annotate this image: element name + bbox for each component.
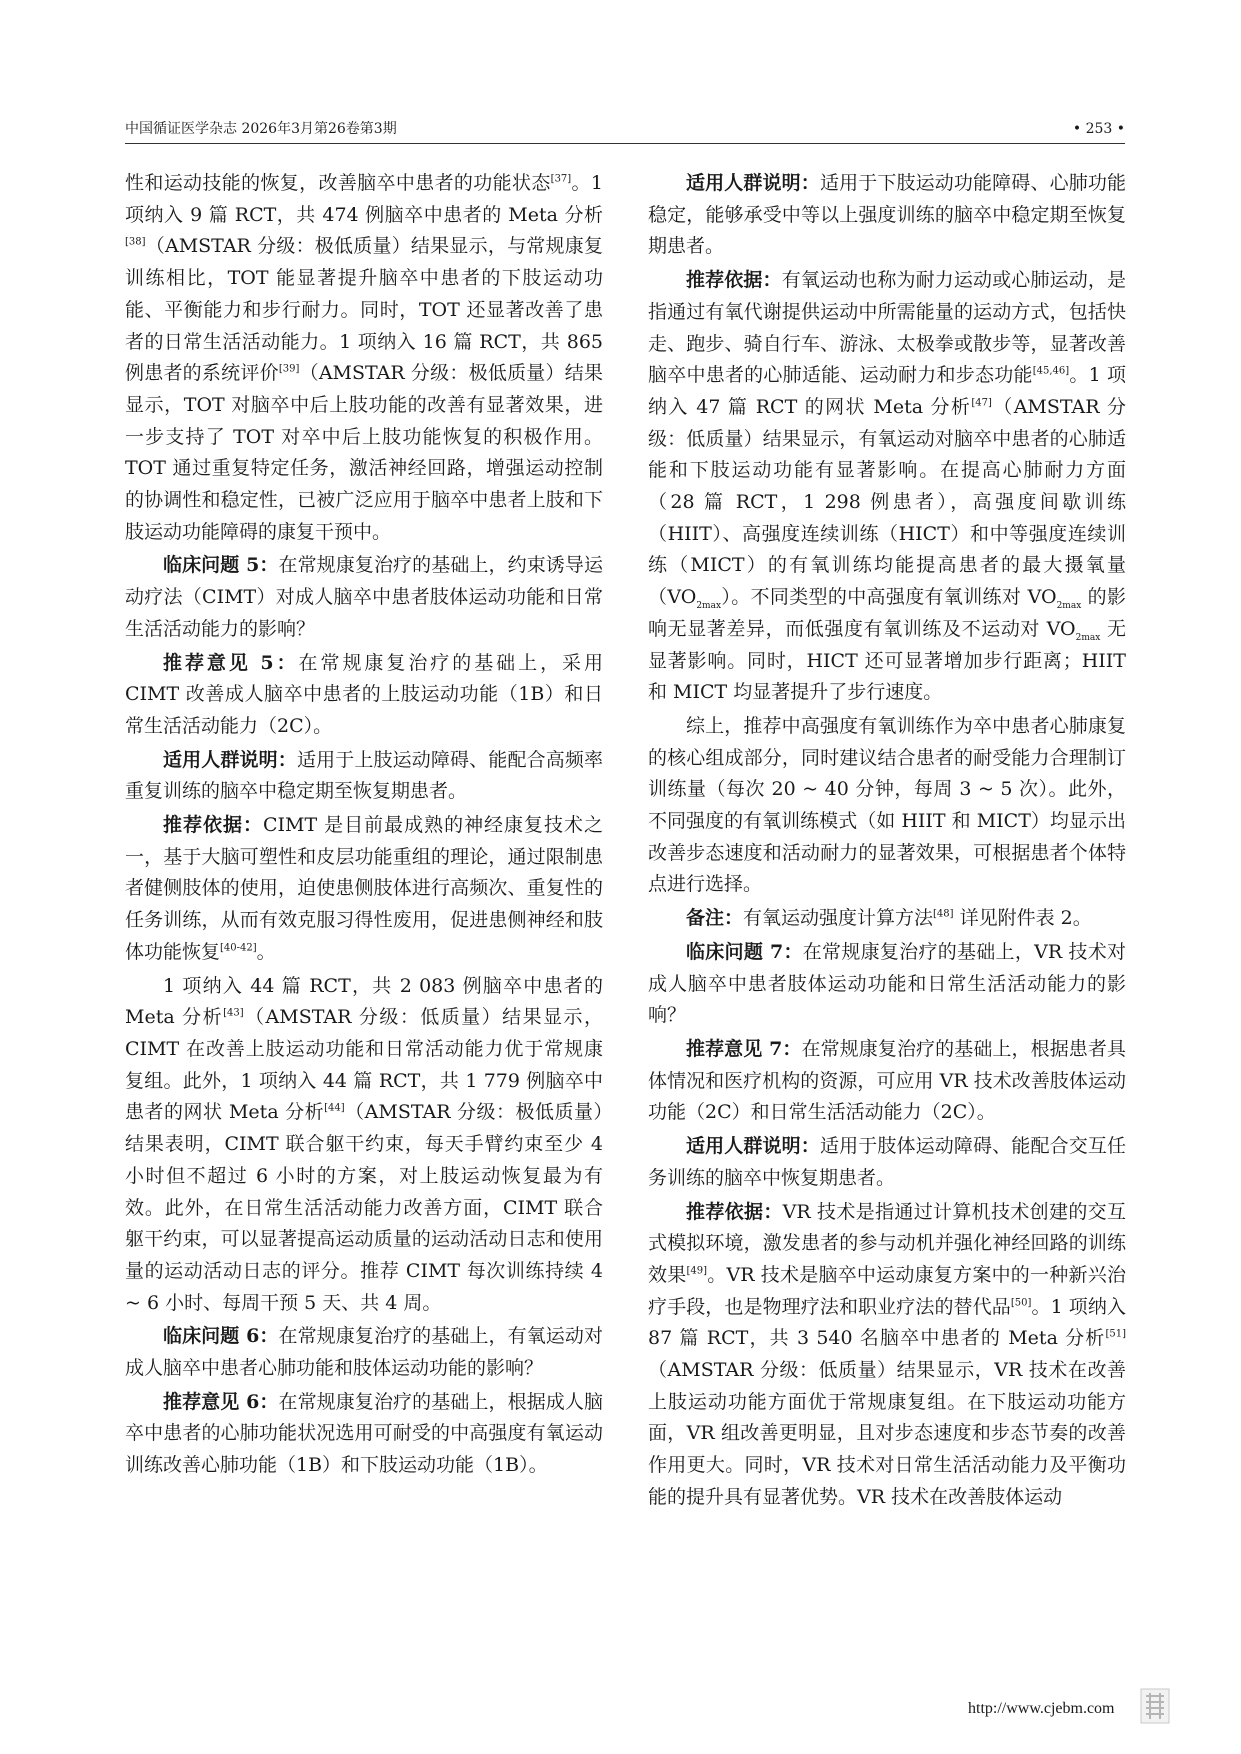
label: 推荐依据： <box>163 814 263 837</box>
recommendation-5 <box>125 648 603 743</box>
citation: [51] <box>1105 1328 1126 1340</box>
subscript: 2max <box>1056 600 1082 611</box>
text: 有氧运动强度计算方法 <box>743 907 934 930</box>
label: 临床问题 7： <box>686 940 803 963</box>
citation: [38] <box>125 237 146 249</box>
text: VR 技术是指通过计算机技术创建的交互式模拟环境，激发患者的参与动机并强化神经回路的训练效果 <box>648 1200 1126 1286</box>
text: 性和运动技能的恢复，改善脑卒中患者的功能状态 <box>125 172 551 194</box>
journal-info: 中国循证医学杂志 2026年3月第26卷第3期 <box>125 121 397 137</box>
paragraph <box>125 168 603 548</box>
text: 在常规康复治疗的基础上，采用 CIMT 改善成人脑卒中患者的上肢运动功能（1B）和日常生活活动能力（2C）。 <box>125 651 603 737</box>
text: 1 项纳入 44 篇 RCT，共 2 083 例脑卒中患者的 Meta 分析 <box>125 974 603 1029</box>
text: 在常规康复治疗的基础上，根据患者具体情况和医疗机构的资源，可应用 VR 技术改善肢体运动功能（2C）和日常生活活动能力（2C）。 <box>648 1037 1126 1124</box>
text: 在常规康复治疗的基础上，VR 技术对成人脑卒中患者肢体运动功能和日常生活活动能力的影响？ <box>648 940 1126 1027</box>
text: 。1 项纳入 47 篇 RCT 的网状 Meta 分析 <box>648 364 1126 418</box>
citation: [47] <box>971 397 992 409</box>
note <box>648 903 1126 935</box>
text: 。VR 技术是脑卒中运动康复方案中的一种新兴治疗手段，也是物理疗法和职业疗法的替代品 <box>648 1263 1126 1318</box>
subscript: 2max <box>1075 632 1101 643</box>
evidence-6 <box>648 265 1126 709</box>
subscript: 2max <box>696 600 722 611</box>
citation: [48] <box>933 908 954 920</box>
evidence-7 <box>648 1197 1126 1514</box>
recommendation-7 <box>648 1034 1126 1129</box>
text: ）。不同类型的中高强度有氧训练对 VO <box>721 586 1057 609</box>
clinical-question-6 <box>125 1321 603 1384</box>
applicable-population-5 <box>125 745 603 808</box>
text: 在常规康复治疗的基础上，根据成人脑卒中患者的心肺功能状况选用可耐受的中高强度有氧运动训练改善心肺功能（1B）和下肢运动功能（1B）。 <box>125 1390 603 1477</box>
label: 推荐意见 6： <box>163 1390 279 1413</box>
evidence-5 <box>125 810 603 969</box>
text: 在常规康复治疗的基础上，约束诱导运动疗法（CIMT）对成人脑卒中患者肢体运动功能和日常生活活动能力的影响？ <box>125 554 603 640</box>
label: 推荐依据： <box>686 269 782 292</box>
clinical-question-7 <box>648 937 1126 1032</box>
applicable-population-7 <box>648 1131 1126 1194</box>
text: 详见附件表 2。 <box>953 907 1092 930</box>
journal-url[interactable]: http://www.cjebm.com <box>968 1700 1115 1717</box>
text: 适用于上肢运动障碍、能配合高频率重复训练的脑卒中稳定期至恢复期患者。 <box>125 748 603 803</box>
text: 适用于肢体运动障碍、能配合交互任务训练的脑卒中恢复期患者。 <box>648 1135 1126 1189</box>
label: 临床问题 6： <box>163 1325 279 1348</box>
applicable-population-6 <box>648 168 1126 263</box>
citation: [45,46] <box>1032 365 1070 377</box>
citation: [43] <box>223 1007 244 1019</box>
citation: [40-42] <box>220 942 257 954</box>
paragraph <box>125 971 603 1320</box>
running-header <box>125 118 1125 140</box>
text: 在常规康复治疗的基础上，有氧运动对成人脑卒中患者心肺功能和肢体运动功能的影响？ <box>125 1325 603 1380</box>
clinical-question-5 <box>125 550 603 645</box>
citation: [37] <box>550 173 572 185</box>
text: 无显著影响。同时，HICT 还可显著增加步行距离；HIIT 和 MICT 均显著提升了步行速度。 <box>648 617 1126 704</box>
text: 的影响无显著差异，而低强度有氧训练及不运动对 VO <box>648 586 1126 640</box>
label: 适用人群说明： <box>686 172 820 194</box>
text: 有氧运动也称为耐力运动或心肺运动，是指通过有氧代谢提供运动中所需能量的运动方式，包括快走、跑步、骑自行车、游泳、太极拳或散步等，显著改善脑卒中患者的心肺适能、运动耐力和步态功能 <box>648 269 1126 387</box>
left-column <box>125 168 603 1482</box>
label: 推荐意见 7： <box>686 1037 802 1060</box>
citation: [39] <box>278 363 300 375</box>
text: 适用于下肢运动功能障碍、心肺功能稳定，能够承受中等以上强度训练的脑卒中稳定期至恢复期患者。 <box>648 172 1126 258</box>
text: （AMSTAR 分级：极低质量）结果显示，与常规康复训练相比，TOT 能显著提升脑卒中患者的下肢运动功能、平衡能力和步行耐力。同时，TOT 还显著改善了患者的日常生活活动能力。1 项纳入 16 篇 RCT，共 865 例患者的系统评价 <box>125 235 603 385</box>
header-rule <box>125 143 1125 144</box>
text: CIMT 是目前最成熟的神经康复技术之一，基于大脑可塑性和皮层功能重组的理论，通过限制患者健侧肢体的使用，迫使患侧肢体进行高频次、重复性的任务训练，从而有效克服习得性废用，促进患侧神经和肢体功能恢复 <box>125 814 603 963</box>
recommendation-6 <box>125 1387 603 1482</box>
text: 。 <box>256 940 276 963</box>
label: 临床问题 5： <box>163 554 279 577</box>
text: （AMSTAR 分级：低质量）结果显示，CIMT 在改善上肢运动功能和日常活动能力优于常规康复组。此外，1 项纳入 44 篇 RCT，共 1 779 例脑卒中患者的网状 Meta 分析 <box>125 1006 603 1124</box>
text: （AMSTAR 分级：极低质量）结果显示，TOT 对脑卒中后上肢功能的改善有显著效果，进一步支持了 TOT 对卒中后上肢功能恢复的积极作用。TOT 通过重复特定任务，激活神经回路，增强运动控制的协调性和稳定性，已被广泛应用于脑卒中患者上肢和下肢运动功能障碍的康复干预中。 <box>125 362 603 543</box>
page-number: • 253 • <box>1072 121 1125 137</box>
right-column <box>648 168 1126 1514</box>
journal-logo-icon <box>1140 1688 1170 1724</box>
citation: [44] <box>324 1103 345 1115</box>
text: （AMSTAR 分级：极低质量）结果表明，CIMT 联合躯干约束，每天手臂约束至少 4 小时但不超过 6 小时的方案，对上肢运动恢复最为有效。此外，在日常生活活动能力改善方面，CIMT 联合躯干约束，可以显著提高运动质量的运动活动日志和使用量的运动活动日志的评分。推荐 CIMT 每次训练持续 4 ~ 6 小时、每周干预 5 天、共 4 周。 <box>125 1101 603 1314</box>
summary-paragraph: 综上，推荐中高强度有氧训练作为卒中患者心肺康复的核心组成部分，同时建议结合患者的耐受能力合理制订训练量（每次 20 ~ 40 分钟，每周 3 ~ 5 次）。此外，不同强度的有氧训练模式（如 HIIT 和 MICT）均显示出改善步态速度和活动耐力的显著效果，可根据患者个体特点进行选择。 <box>648 714 1126 896</box>
label: 推荐依据： <box>686 1200 783 1223</box>
citation: [49] <box>686 1265 707 1277</box>
label: 适用人群说明： <box>686 1135 820 1158</box>
text: 。1 项纳入 87 篇 RCT，共 3 540 名脑卒中患者的 Meta 分析 <box>648 1295 1126 1350</box>
label: 适用人群说明： <box>163 748 297 771</box>
label: 推荐意见 5： <box>163 651 299 674</box>
text: （AMSTAR 分级：低质量）结果显示，VR 技术在改善上肢运动功能方面优于常规康复组。在下肢运动功能方面，VR 组改善更明显，且对步态速度和步态节奏的改善作用更大。同时，VR 技术对日常生活活动能力及平衡功能的提升具有显著优势。VR 技术在改善肢体运动 <box>648 1359 1126 1508</box>
label: 备注： <box>686 907 744 930</box>
citation: [50] <box>1010 1297 1032 1309</box>
text: 。1 项纳入 9 篇 RCT，共 474 例脑卒中患者的 Meta 分析 <box>125 172 603 226</box>
text: （AMSTAR 分级：低质量）结果显示，有氧运动对脑卒中患者的心肺适能和下肢运动功能有显著影响。在提高心肺耐力方面（28 篇 RCT，1 298 例患者），高强度间歇训练（HIIT）、高强度连续训练（HICT）和中等强度连续训练（MICT）的有氧训练均能提高患者的最大摄氧量（VO <box>648 395 1126 609</box>
